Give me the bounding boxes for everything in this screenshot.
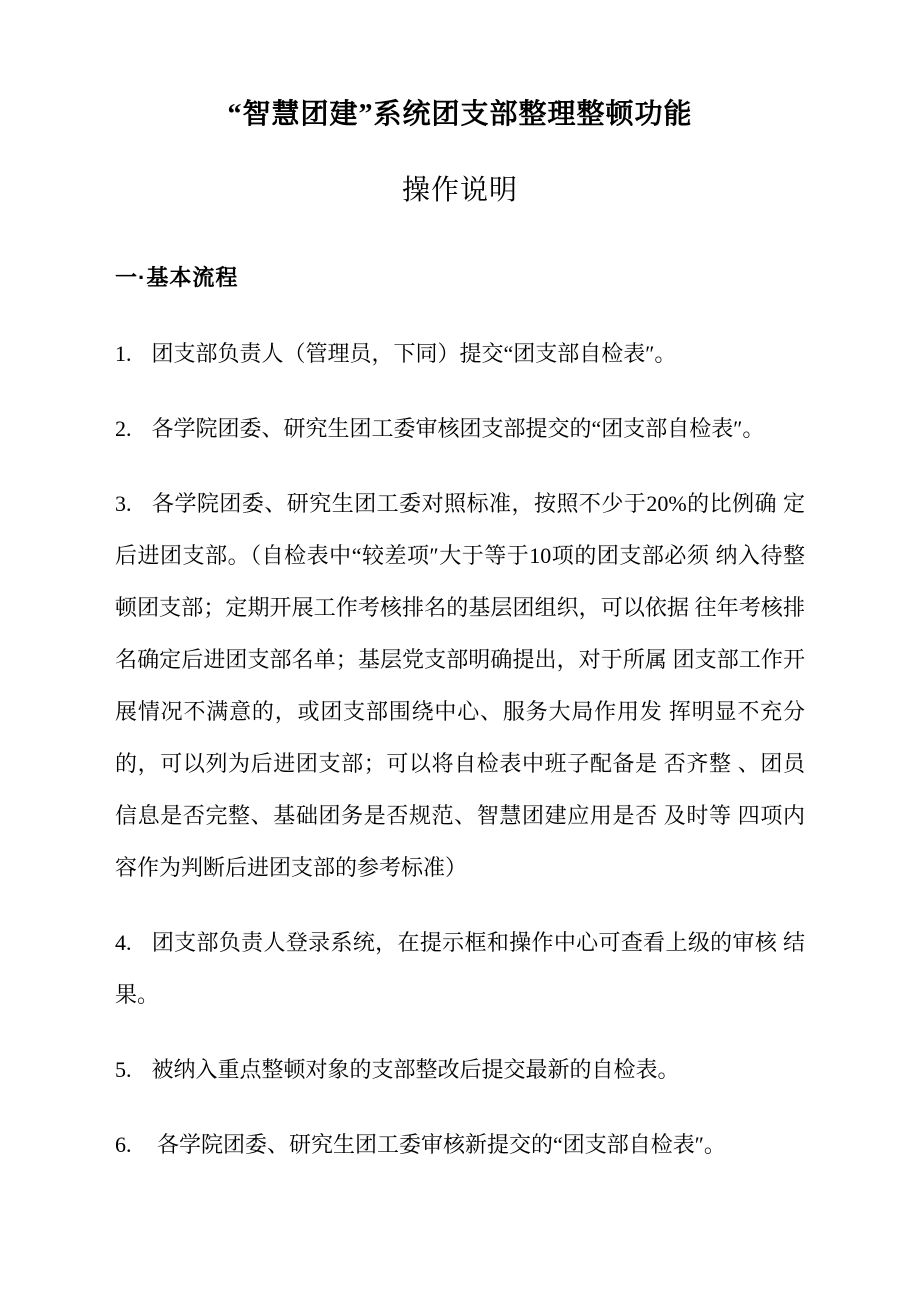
list-item [115,917,805,1021]
document-title-line1: “智慧团建”系统团支部整理整顿功能 [227,99,693,130]
item-number: 5. [115,1057,132,1082]
item-text: 团支部负责人（管理员，下同）提交“团支部自检表″。 [151,341,677,366]
list-item [115,328,805,380]
item-text: 团支部负责人登录系统，在提示框和操作中心可查看上级的审核 结果。 [115,930,805,1007]
list-item [115,403,805,455]
item-text: 被纳入重点整顿对象的支部整改后提交最新的自检表。 [151,1057,680,1082]
section-heading-basic-process: 一·基本流程 [115,265,239,290]
item-text: 各学院团委、研究生团工委审核团支部提交的“团支部自检表″。 [151,416,765,441]
list-item [115,1119,805,1171]
item-number: 6. [115,1132,132,1157]
item-number: 3. [115,491,132,516]
item-number: 4. [115,930,132,955]
numbered-list [115,328,805,1171]
item-text: 各学院团委、研究生团工委对照标准，按照不少于20%的比例确 定后进团支部。（自检表中“较差项″大于等于10项的团支部必须 纳入待整顿团支部；定期开展工作考核排名的基层团组织，可以依据 往年考核排名确定后进团支部名单；基层党支部明确提出，对于所属 团支部工作开展情况不满意的，或团支部围绕中心、服务大局作用发 挥明显不充分的，可以列为后进团支部；可以将自检表中班子配备是 否齐整 、团员信息是否完整、基础团务是否规范、智慧团建应用是否 及时等 四项内容作为判断后进团支部的参考标准） [115,491,805,880]
list-item [115,1044,805,1096]
item-number: 2. [115,416,132,441]
item-text: 各学院团委、研究生团工委审核新提交的“团支部自检表″。 [151,1132,726,1157]
document-title-line2: 操作说明 [401,175,518,206]
list-item [115,478,805,894]
item-number: 1. [115,341,132,366]
